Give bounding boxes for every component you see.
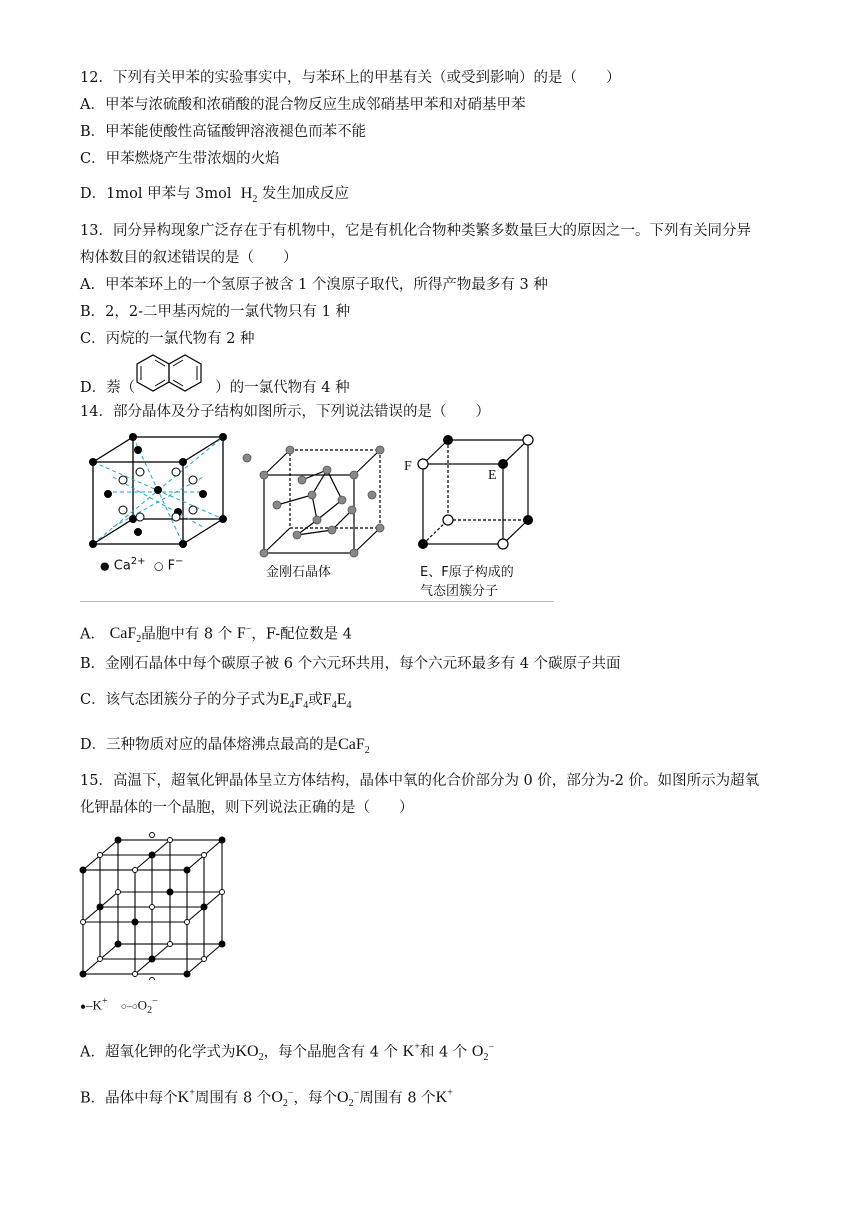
q15-stem-2: 化钾晶体的一个晶胞，则下列说法正确的是（ ） bbox=[80, 800, 414, 816]
f4e4-f-sub: 4 bbox=[331, 700, 337, 712]
f-ion-charge: − bbox=[245, 624, 252, 635]
o2-ion-b2-sub: 2 bbox=[348, 1098, 354, 1110]
q14-c-prefix: C．该气态团簇分子的分子式为 bbox=[80, 692, 280, 708]
caf2-formula bbox=[109, 625, 142, 646]
q14-c-or: 或 bbox=[308, 692, 323, 708]
q15-b-mid2: ，每个 bbox=[293, 1090, 338, 1107]
q12-option-c: C．甲苯燃烧产生带浓烟的火焰 bbox=[80, 151, 280, 167]
q15-stem-1: 15．高温下，超氧化钾晶体呈立方体结构，晶体中氧的化合价部分为 0 价，部分为-2 价。如图所示为超氧 bbox=[80, 773, 760, 789]
q15-a-prefix: A．超氧化钾的化学式为 bbox=[80, 1044, 236, 1061]
caf2-d-subscript: 2 bbox=[364, 745, 370, 757]
q15-a-and: 和 4 个 bbox=[419, 1044, 468, 1061]
legend-k: –K bbox=[86, 997, 102, 1013]
q14-option-d bbox=[80, 735, 370, 761]
k-ion-b1 bbox=[178, 1089, 195, 1106]
q15-b-prefix: B．晶体中每个 bbox=[80, 1090, 178, 1107]
diamond-crystal bbox=[242, 440, 392, 560]
o2-ion-b1 bbox=[271, 1088, 294, 1110]
caf2-unit-cell bbox=[88, 432, 238, 567]
q13-d-prefix: D．萘（ bbox=[80, 380, 136, 396]
q13-option-c: C．丙烷的一氯代物有 2 种 bbox=[80, 331, 255, 347]
naphthalene-structure bbox=[133, 350, 213, 394]
ko2-formula bbox=[235, 1043, 264, 1064]
q15-b-mid1: 周围有 8 个 bbox=[194, 1090, 272, 1107]
o2-ion-b2 bbox=[337, 1088, 360, 1110]
q15-option-b bbox=[80, 1084, 453, 1115]
caf2-subscript: 2 bbox=[136, 634, 142, 646]
o2-ion-b2-symbol: O bbox=[337, 1089, 349, 1107]
q13-option-b: B．2，2-二甲基丙烷的一氯代物只有 1 种 bbox=[80, 304, 350, 320]
k-ion-b2-symbol: K bbox=[435, 1089, 448, 1107]
ef-cluster-molecule bbox=[415, 432, 545, 552]
o2-ion-b1-symbol: O bbox=[271, 1089, 283, 1107]
e4f4-f: F bbox=[294, 691, 304, 708]
q12-option-a: A．甲苯与浓硫酸和浓硝酸的混合物反应生成邻硝基甲苯和对硝基甲苯 bbox=[80, 97, 526, 113]
q13-d-suffix: ）的一氯代物有 4 种 bbox=[215, 380, 350, 396]
f4e4-f: F bbox=[322, 691, 332, 708]
legend-ca: Ca bbox=[113, 558, 131, 574]
k-ion-symbol: K bbox=[402, 1043, 415, 1061]
k-ion-b2-charge: + bbox=[447, 1088, 453, 1099]
k-ion bbox=[403, 1043, 420, 1060]
o2-ion-b1-charge: − bbox=[287, 1088, 294, 1099]
q13-stem-2: 构体数目的叙述错误的是（ ） bbox=[80, 250, 298, 266]
q12-option-d bbox=[80, 184, 349, 210]
legend-f-charge: − bbox=[175, 556, 184, 567]
e4f4-formula bbox=[279, 691, 309, 712]
o2-ion-b1-sub: 2 bbox=[282, 1098, 288, 1110]
caf2-formula-d bbox=[338, 736, 370, 757]
q14-a-mid: 晶胞中有 8 个 bbox=[141, 626, 233, 643]
k-ion-b1-charge: + bbox=[189, 1088, 195, 1099]
h2-formula bbox=[240, 185, 258, 206]
label-f: F bbox=[404, 459, 412, 474]
f4e4-e: E bbox=[336, 691, 347, 708]
q12-option-b: B．甲苯能使酸性高锰酸钾溶液褪色而苯不能 bbox=[80, 124, 367, 140]
k-ion-charge: + bbox=[414, 1042, 420, 1053]
diamond-caption: 金刚石晶体 bbox=[266, 565, 332, 580]
legend-o: O bbox=[137, 997, 148, 1013]
cluster-caption-2: 气态团簇分子 bbox=[420, 584, 499, 599]
q12-d-suffix: 发生加成反应 bbox=[261, 186, 349, 202]
q14-option-a bbox=[80, 620, 352, 651]
q14-d-prefix: D．三种物质对应的晶体熔沸点最高的是 bbox=[80, 737, 339, 753]
ko2-unit-cell bbox=[78, 830, 238, 980]
ko2-symbol: KO bbox=[235, 1043, 259, 1061]
e4f4-e-sub: 4 bbox=[289, 700, 295, 712]
q13-stem-1: 13．同分异构现象广泛存在于有机物中，它是有机化合物种类繁多数量巨大的原因之一。下列有关同分异 bbox=[80, 223, 751, 239]
ko2-subscript: 2 bbox=[258, 1052, 264, 1064]
o2-ion-sub: 2 bbox=[483, 1052, 489, 1064]
q12-d-prefix: D．1mol 甲苯与 3mol bbox=[80, 186, 232, 202]
q14-stem: 14．部分晶体及分子结构如图所示，下列说法错误的是（ ） bbox=[80, 404, 490, 420]
q14-option-c bbox=[80, 690, 351, 716]
q14-a-prefix: A． bbox=[80, 626, 105, 643]
o2-ion-charge: − bbox=[488, 1042, 495, 1053]
o2-ion bbox=[471, 1042, 495, 1064]
legend-f: F bbox=[167, 558, 176, 574]
h2-symbol: H bbox=[240, 185, 253, 202]
q15-b-mid3: 周围有 8 个 bbox=[359, 1090, 436, 1107]
cluster-caption-1: E、F原子构成的 bbox=[420, 565, 514, 580]
o2-ion-symbol: O bbox=[471, 1043, 484, 1061]
q12-stem: 12．下列有关甲苯的实验事实中，与苯环上的甲基有关（或受到影响）的是（ ） bbox=[80, 70, 621, 86]
ko2-legend: ●–K+ $○-○O_2^-$ bbox=[80, 996, 158, 1016]
k-ion-b1-symbol: K bbox=[177, 1089, 190, 1107]
caf2-d-symbol: CaF bbox=[338, 736, 365, 753]
legend-ca-charge: 2+ bbox=[130, 556, 146, 567]
f4e4-formula bbox=[322, 691, 352, 712]
q14-option-b: B．金刚石晶体中每个碳原子被 6 个六元环共用，每个六元环最多有 4 个碳原子共面 bbox=[80, 656, 621, 672]
label-e: E bbox=[488, 468, 497, 483]
o2-ion-b2-charge: − bbox=[353, 1088, 360, 1099]
k-ion-b2 bbox=[436, 1089, 453, 1106]
q15-a-mid: ，每个晶胞含有 4 个 bbox=[263, 1044, 399, 1061]
legend-o-sub: 2 bbox=[147, 1004, 153, 1016]
h2-subscript: 2 bbox=[252, 194, 258, 206]
caf2-legend: ● $Ca^{2+}$ ○ F− bbox=[100, 556, 184, 574]
f4e4-e-sub: 4 bbox=[346, 700, 352, 712]
caf2-symbol: CaF bbox=[109, 625, 137, 643]
e4f4-e: E bbox=[279, 691, 290, 708]
f-ion bbox=[237, 625, 252, 642]
figure-divider bbox=[80, 601, 554, 602]
e4f4-f-sub: 4 bbox=[303, 700, 309, 712]
legend-o-charge: − bbox=[152, 996, 158, 1007]
f-ion-symbol: F bbox=[236, 625, 246, 643]
legend-k-charge: + bbox=[101, 996, 108, 1007]
q13-option-d bbox=[80, 378, 350, 398]
q15-option-a bbox=[80, 1038, 494, 1069]
q14-a-suffix: ，F-配位数是 4 bbox=[251, 626, 353, 643]
q13-option-a: A．甲苯苯环上的一个氢原子被含 1 个溴原子取代，所得产物最多有 3 种 bbox=[80, 277, 548, 293]
